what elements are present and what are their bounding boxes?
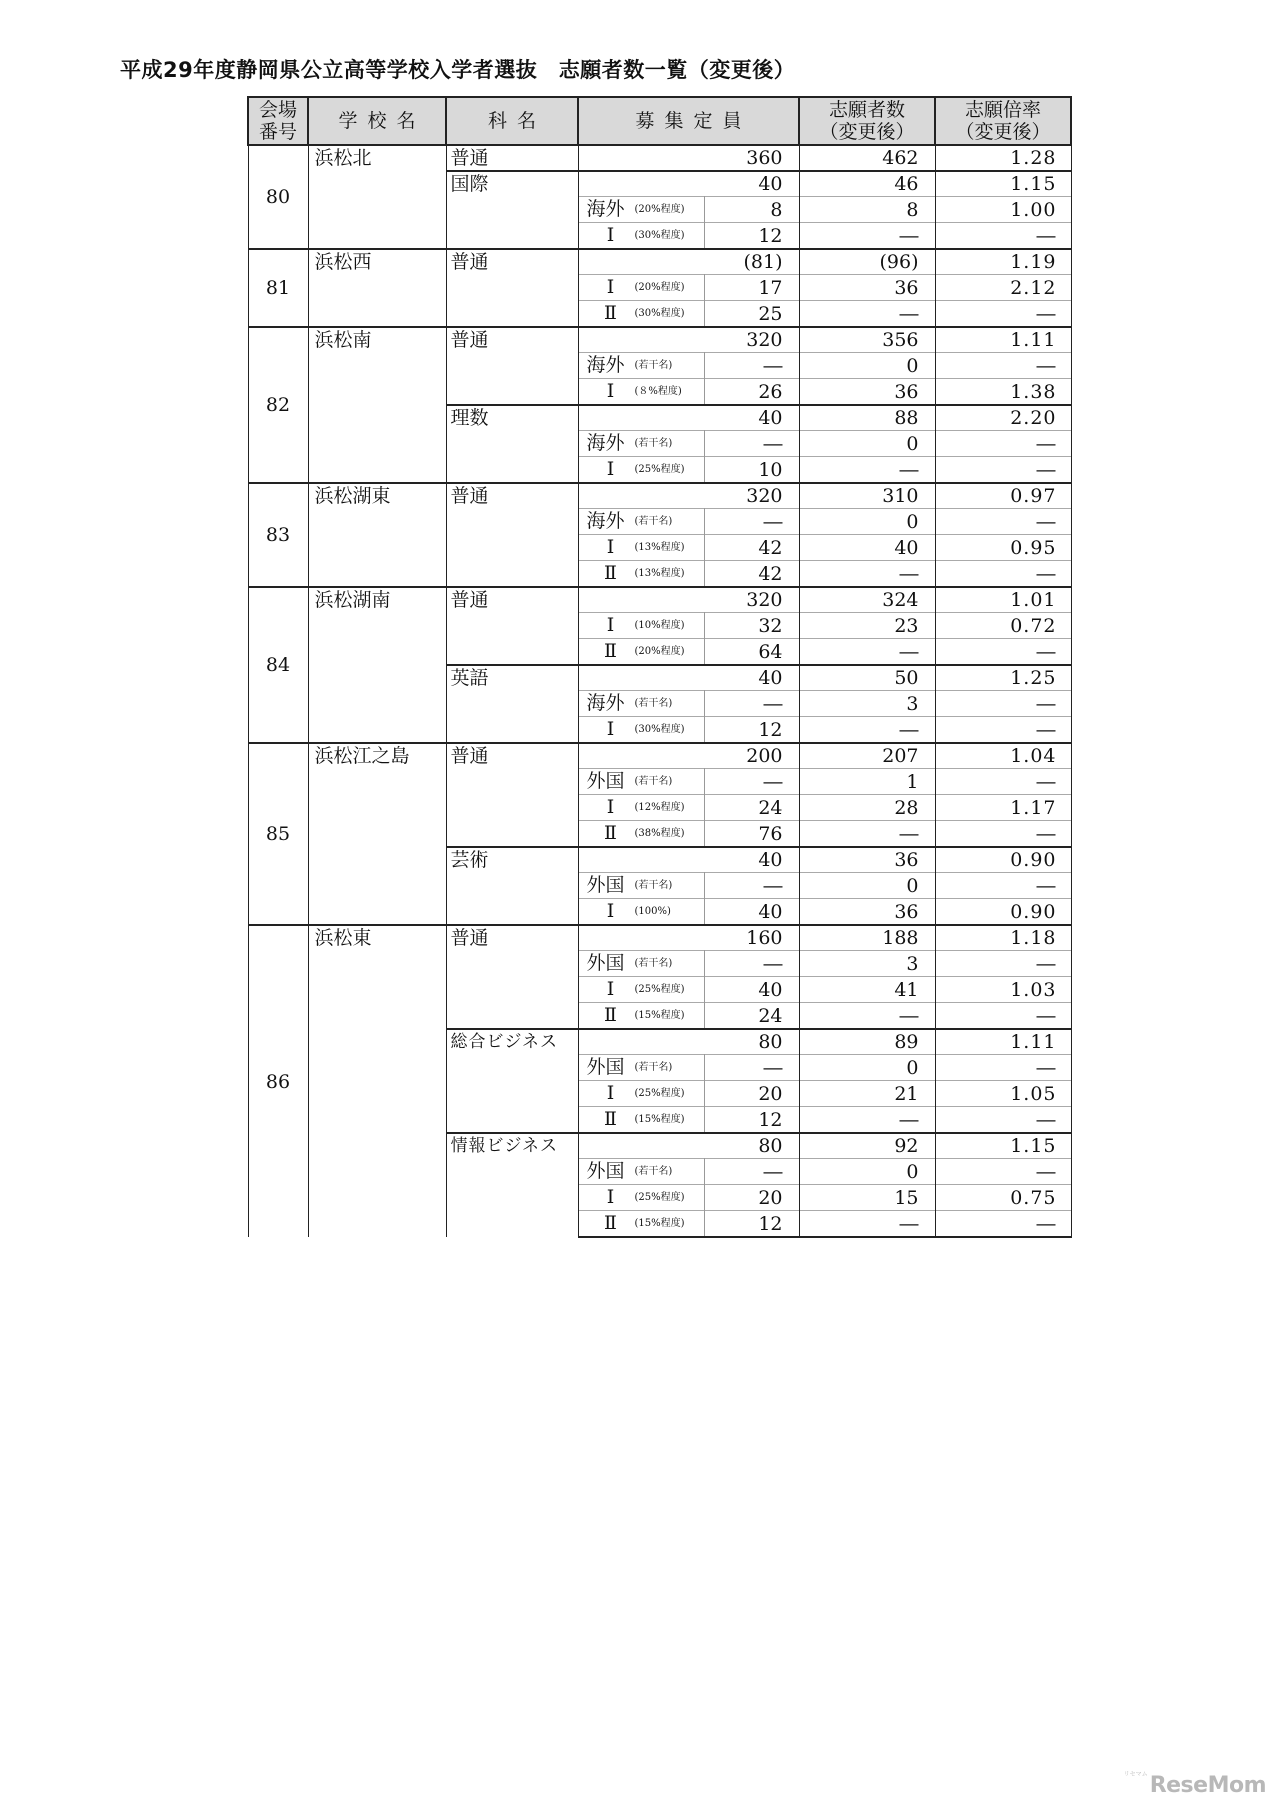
quota-applicants-cell: 0 <box>799 873 935 899</box>
quota-label-cell <box>578 691 704 717</box>
quota-note: (30%程度) <box>634 230 685 241</box>
quota-label: 海外 <box>586 354 625 376</box>
dept-name: 総合ビジネス <box>446 1029 578 1133</box>
quota-label-cell <box>578 977 704 1003</box>
quota-capacity-cell: 32 <box>704 613 799 639</box>
quota-applicants-cell: ― <box>799 639 935 666</box>
quota-note: (若干名) <box>634 1166 673 1177</box>
quota-label-cell <box>578 1003 704 1030</box>
quota-label: Ⅰ <box>606 458 615 480</box>
quota-applicants-cell: 15 <box>799 1185 935 1211</box>
applicants-cell: 207 <box>799 743 935 769</box>
resemom-logo-tiny: リセマム <box>1123 1771 1148 1778</box>
quota-label-cell <box>578 717 704 744</box>
quota-note: (20%程度) <box>634 204 685 215</box>
capacity-cell: (81) <box>578 249 799 275</box>
quota-note: (15%程度) <box>634 1114 685 1125</box>
quota-ratio-cell: ― <box>935 1211 1071 1238</box>
quota-applicants-cell: 36 <box>799 899 935 926</box>
quota-capacity-cell: 76 <box>704 821 799 848</box>
quota-label-cell <box>578 379 704 406</box>
dept-name: 情報ビジネス <box>446 1133 578 1237</box>
quota-capacity-cell: 12 <box>704 223 799 250</box>
quota-ratio-cell: 1.38 <box>935 379 1071 406</box>
quota-label-cell <box>578 431 704 457</box>
quota-capacity-cell: ― <box>704 1159 799 1185</box>
dept-name: 普通 <box>446 249 578 327</box>
quota-label: Ⅰ <box>606 224 615 246</box>
quota-label-cell <box>578 223 704 250</box>
quota-label-cell <box>578 275 704 301</box>
quota-label-cell <box>578 795 704 821</box>
applicants-cell: 50 <box>799 665 935 691</box>
quota-capacity-cell: ― <box>704 873 799 899</box>
capacity-cell: 200 <box>578 743 799 769</box>
quota-label-cell <box>578 769 704 795</box>
quota-capacity-cell: 64 <box>704 639 799 666</box>
quota-note: (若干名) <box>634 776 673 787</box>
quota-ratio-cell: ― <box>935 431 1071 457</box>
quota-note: (100%) <box>634 906 671 917</box>
quota-note: (若干名) <box>634 698 673 709</box>
applicants-cell: 36 <box>799 847 935 873</box>
dept-name: 理数 <box>446 405 578 483</box>
capacity-cell: 360 <box>578 145 799 171</box>
quota-label: 海外 <box>586 432 625 454</box>
quota-applicants-cell: 0 <box>799 431 935 457</box>
header-capacity: 募集定員 <box>578 97 799 145</box>
quota-applicants-cell: ― <box>799 223 935 250</box>
quota-capacity-cell: 10 <box>704 457 799 484</box>
quota-applicants-cell: 40 <box>799 535 935 561</box>
quota-ratio-cell: ― <box>935 821 1071 848</box>
quota-ratio-cell: ― <box>935 691 1071 717</box>
quota-applicants-cell: ― <box>799 1107 935 1134</box>
quota-ratio-cell: ― <box>935 639 1071 666</box>
applicants-cell: 46 <box>799 171 935 197</box>
quota-ratio-cell: ― <box>935 769 1071 795</box>
quota-label: 外国 <box>586 874 625 896</box>
quota-capacity-cell: 12 <box>704 1107 799 1134</box>
table-row <box>248 587 1071 613</box>
quota-label-cell <box>578 353 704 379</box>
page-title: 平成29年度静岡県公立高等学校入学者選抜 志願者数一覧（変更後） <box>120 58 796 82</box>
venue-number: 80 <box>248 145 308 249</box>
quota-capacity-cell: 25 <box>704 301 799 328</box>
quota-label-cell <box>578 873 704 899</box>
quota-ratio-cell: ― <box>935 457 1071 484</box>
quota-note: (若干名) <box>634 360 673 371</box>
ratio-cell: 2.20 <box>935 405 1071 431</box>
quota-ratio-cell: ― <box>935 223 1071 250</box>
quota-note: (20%程度) <box>634 282 685 293</box>
quota-note: (10%程度) <box>634 620 685 631</box>
quota-label-cell <box>578 561 704 588</box>
quota-applicants-cell: 0 <box>799 353 935 379</box>
quota-label-cell <box>578 1211 704 1238</box>
quota-label-cell <box>578 457 704 484</box>
resemom-logo <box>1124 1769 1266 1798</box>
quota-label-cell <box>578 509 704 535</box>
dept-name: 普通 <box>446 483 578 587</box>
quota-capacity-cell: 24 <box>704 1003 799 1030</box>
quota-note: (20%程度) <box>634 646 685 657</box>
quota-note: (30%程度) <box>634 308 685 319</box>
school-name: 浜松江之島 <box>308 743 446 925</box>
quota-applicants-cell: 36 <box>799 379 935 406</box>
venue-number: 85 <box>248 743 308 925</box>
quota-note: (15%程度) <box>634 1218 685 1229</box>
quota-capacity-cell: ― <box>704 353 799 379</box>
table-body <box>248 145 1071 1237</box>
quota-capacity-cell: ― <box>704 691 799 717</box>
capacity-cell: 40 <box>578 665 799 691</box>
ratio-cell: 0.90 <box>935 847 1071 873</box>
applicants-cell: 188 <box>799 925 935 951</box>
ratio-cell: 1.11 <box>935 1029 1071 1055</box>
table-row <box>248 925 1071 951</box>
quota-capacity-cell: 26 <box>704 379 799 406</box>
applicants-cell: (96) <box>799 249 935 275</box>
header-dept: 科名 <box>446 97 578 145</box>
quota-ratio-cell: ― <box>935 1055 1071 1081</box>
quota-label: Ⅱ <box>604 562 617 584</box>
applicants-cell: 310 <box>799 483 935 509</box>
capacity-cell: 320 <box>578 327 799 353</box>
school-name: 浜松東 <box>308 925 446 1237</box>
quota-label: 海外 <box>586 198 625 220</box>
ratio-cell: 1.04 <box>935 743 1071 769</box>
quota-capacity-cell: ― <box>704 769 799 795</box>
quota-applicants-cell: 36 <box>799 275 935 301</box>
quota-label: Ⅱ <box>604 1212 617 1234</box>
quota-label: Ⅰ <box>606 536 615 558</box>
quota-applicants-cell: ― <box>799 717 935 744</box>
quota-ratio-cell: ― <box>935 1107 1071 1134</box>
capacity-cell: 80 <box>578 1133 799 1159</box>
capacity-cell: 320 <box>578 483 799 509</box>
quota-ratio-cell: 0.95 <box>935 535 1071 561</box>
quota-applicants-cell: 23 <box>799 613 935 639</box>
quota-applicants-cell: 8 <box>799 197 935 223</box>
quota-label-cell <box>578 639 704 666</box>
applicants-cell: 324 <box>799 587 935 613</box>
quota-label: Ⅰ <box>606 978 615 1000</box>
quota-label: Ⅱ <box>604 640 617 662</box>
quota-applicants-cell: 3 <box>799 691 935 717</box>
quota-ratio-cell: 1.00 <box>935 197 1071 223</box>
quota-capacity-cell: 12 <box>704 1211 799 1238</box>
quota-label-cell <box>578 613 704 639</box>
quota-note: (38%程度) <box>634 828 685 839</box>
ratio-cell: 1.19 <box>935 249 1071 275</box>
quota-label-cell <box>578 1055 704 1081</box>
dept-name: 普通 <box>446 587 578 665</box>
quota-applicants-cell: ― <box>799 561 935 588</box>
quota-label-cell <box>578 1107 704 1134</box>
quota-label: Ⅱ <box>604 302 617 324</box>
table-row <box>248 145 1071 171</box>
school-name: 浜松北 <box>308 145 446 249</box>
quota-label: Ⅰ <box>606 900 615 922</box>
quota-label: Ⅰ <box>606 718 615 740</box>
quota-note: (若干名) <box>634 438 673 449</box>
quota-applicants-cell: 21 <box>799 1081 935 1107</box>
quota-ratio-cell: ― <box>935 873 1071 899</box>
quota-label: 外国 <box>586 1056 625 1078</box>
quota-applicants-cell: 3 <box>799 951 935 977</box>
quota-label-cell <box>578 301 704 328</box>
applicants-cell: 92 <box>799 1133 935 1159</box>
quota-ratio-cell: 1.05 <box>935 1081 1071 1107</box>
quota-note: (25%程度) <box>634 464 685 475</box>
quota-label-cell <box>578 821 704 848</box>
quota-note: (若干名) <box>634 516 673 527</box>
quota-capacity-cell: 24 <box>704 795 799 821</box>
capacity-cell: 160 <box>578 925 799 951</box>
quota-note: (25%程度) <box>634 984 685 995</box>
quota-note: (若干名) <box>634 880 673 891</box>
dept-name: 英語 <box>446 665 578 743</box>
quota-label: Ⅰ <box>606 380 615 402</box>
quota-applicants-cell: 1 <box>799 769 935 795</box>
school-name: 浜松湖東 <box>308 483 446 587</box>
dept-name: 普通 <box>446 327 578 405</box>
ratio-cell: 1.01 <box>935 587 1071 613</box>
quota-applicants-cell: 0 <box>799 509 935 535</box>
quota-applicants-cell: 28 <box>799 795 935 821</box>
quota-capacity-cell: 42 <box>704 561 799 588</box>
capacity-cell: 40 <box>578 171 799 197</box>
quota-capacity-cell: 42 <box>704 535 799 561</box>
quota-ratio-cell: 1.03 <box>935 977 1071 1003</box>
quota-label: 海外 <box>586 510 625 532</box>
quota-label-cell <box>578 1081 704 1107</box>
capacity-cell: 320 <box>578 587 799 613</box>
school-name: 浜松南 <box>308 327 446 483</box>
table-row <box>248 249 1071 275</box>
table-row <box>248 743 1071 769</box>
ratio-cell: 1.15 <box>935 171 1071 197</box>
quota-label: 外国 <box>586 952 625 974</box>
venue-number: 83 <box>248 483 308 587</box>
quota-note: (30%程度) <box>634 724 685 735</box>
quota-capacity-cell: 20 <box>704 1185 799 1211</box>
table-row <box>248 483 1071 509</box>
quota-label-cell <box>578 1159 704 1185</box>
quota-capacity-cell: ― <box>704 1055 799 1081</box>
venue-number: 84 <box>248 587 308 743</box>
header-ratio: 志願倍率 （変更後） <box>935 97 1071 145</box>
quota-applicants-cell: 0 <box>799 1159 935 1185</box>
quota-label-cell <box>578 535 704 561</box>
dept-name: 普通 <box>446 743 578 847</box>
quota-note: (若干名) <box>634 958 673 969</box>
venue-number: 81 <box>248 249 308 327</box>
ratio-cell: 1.18 <box>935 925 1071 951</box>
quota-label: Ⅰ <box>606 1082 615 1104</box>
quota-ratio-cell: ― <box>935 1159 1071 1185</box>
applicants-cell: 89 <box>799 1029 935 1055</box>
quota-ratio-cell: 0.75 <box>935 1185 1071 1211</box>
venue-number: 86 <box>248 925 308 1237</box>
quota-ratio-cell: 0.72 <box>935 613 1071 639</box>
quota-label: Ⅰ <box>606 614 615 636</box>
quota-label-cell <box>578 951 704 977</box>
quota-applicants-cell: ― <box>799 1003 935 1030</box>
quota-capacity-cell: 40 <box>704 899 799 926</box>
table-row <box>248 327 1071 353</box>
capacity-cell: 40 <box>578 847 799 873</box>
ratio-cell: 1.25 <box>935 665 1071 691</box>
quota-capacity-cell: 20 <box>704 1081 799 1107</box>
quota-label-cell <box>578 1185 704 1211</box>
dept-name: 普通 <box>446 925 578 1029</box>
quota-note: (25%程度) <box>634 1192 685 1203</box>
quota-ratio-cell: ― <box>935 717 1071 744</box>
quota-label: Ⅰ <box>606 1186 615 1208</box>
quota-label: 外国 <box>586 770 625 792</box>
quota-capacity-cell: ― <box>704 509 799 535</box>
ratio-cell: 1.15 <box>935 1133 1071 1159</box>
school-name: 浜松西 <box>308 249 446 327</box>
quota-capacity-cell: 40 <box>704 977 799 1003</box>
capacity-cell: 80 <box>578 1029 799 1055</box>
quota-applicants-cell: 41 <box>799 977 935 1003</box>
table-header-row <box>248 97 1071 145</box>
quota-ratio-cell: ― <box>935 1003 1071 1030</box>
quota-capacity-cell: ― <box>704 431 799 457</box>
applicants-cell: 88 <box>799 405 935 431</box>
quota-note: (15%程度) <box>634 1010 685 1021</box>
quota-applicants-cell: ― <box>799 821 935 848</box>
quota-note: (25%程度) <box>634 1088 685 1099</box>
applicants-table <box>247 96 1072 1238</box>
applicants-cell: 462 <box>799 145 935 171</box>
quota-label: Ⅱ <box>604 822 617 844</box>
quota-ratio-cell: ― <box>935 353 1071 379</box>
quota-applicants-cell: 0 <box>799 1055 935 1081</box>
quota-label: Ⅱ <box>604 1108 617 1130</box>
quota-capacity-cell: ― <box>704 951 799 977</box>
quota-ratio-cell: 1.17 <box>935 795 1071 821</box>
header-applicants: 志願者数 （変更後） <box>799 97 935 145</box>
ratio-cell: 1.28 <box>935 145 1071 171</box>
quota-ratio-cell: ― <box>935 951 1071 977</box>
quota-label: Ⅱ <box>604 1004 617 1026</box>
header-venue-no: 会場 番号 <box>248 97 308 145</box>
capacity-cell: 40 <box>578 405 799 431</box>
school-name: 浜松湖南 <box>308 587 446 743</box>
quota-applicants-cell: ― <box>799 301 935 328</box>
dept-name: 芸術 <box>446 847 578 925</box>
applicants-cell: 356 <box>799 327 935 353</box>
quota-label-cell <box>578 899 704 926</box>
venue-number: 82 <box>248 327 308 483</box>
quota-label: Ⅰ <box>606 796 615 818</box>
quota-label: 外国 <box>586 1160 625 1182</box>
header-school: 学校名 <box>308 97 446 145</box>
quota-capacity-cell: 12 <box>704 717 799 744</box>
quota-label: Ⅰ <box>606 276 615 298</box>
quota-ratio-cell: ― <box>935 509 1071 535</box>
dept-name: 国際 <box>446 171 578 249</box>
quota-capacity-cell: 17 <box>704 275 799 301</box>
quota-ratio-cell: ― <box>935 561 1071 588</box>
quota-note: (若干名) <box>634 1062 673 1073</box>
quota-note: (13%程度) <box>634 542 685 553</box>
quota-note: (12%程度) <box>634 802 685 813</box>
quota-note: (８%程度) <box>634 386 682 397</box>
quota-ratio-cell: 2.12 <box>935 275 1071 301</box>
quota-capacity-cell: 8 <box>704 197 799 223</box>
quota-applicants-cell: ― <box>799 457 935 484</box>
quota-applicants-cell: ― <box>799 1211 935 1238</box>
dept-name: 普通 <box>446 145 578 171</box>
ratio-cell: 1.11 <box>935 327 1071 353</box>
resemom-logo-text: ReseMom <box>1149 1773 1266 1798</box>
quota-ratio-cell: ― <box>935 301 1071 328</box>
quota-label: 海外 <box>586 692 625 714</box>
ratio-cell: 0.97 <box>935 483 1071 509</box>
quota-note: (13%程度) <box>634 568 685 579</box>
quota-ratio-cell: 0.90 <box>935 899 1071 926</box>
quota-label-cell <box>578 197 704 223</box>
